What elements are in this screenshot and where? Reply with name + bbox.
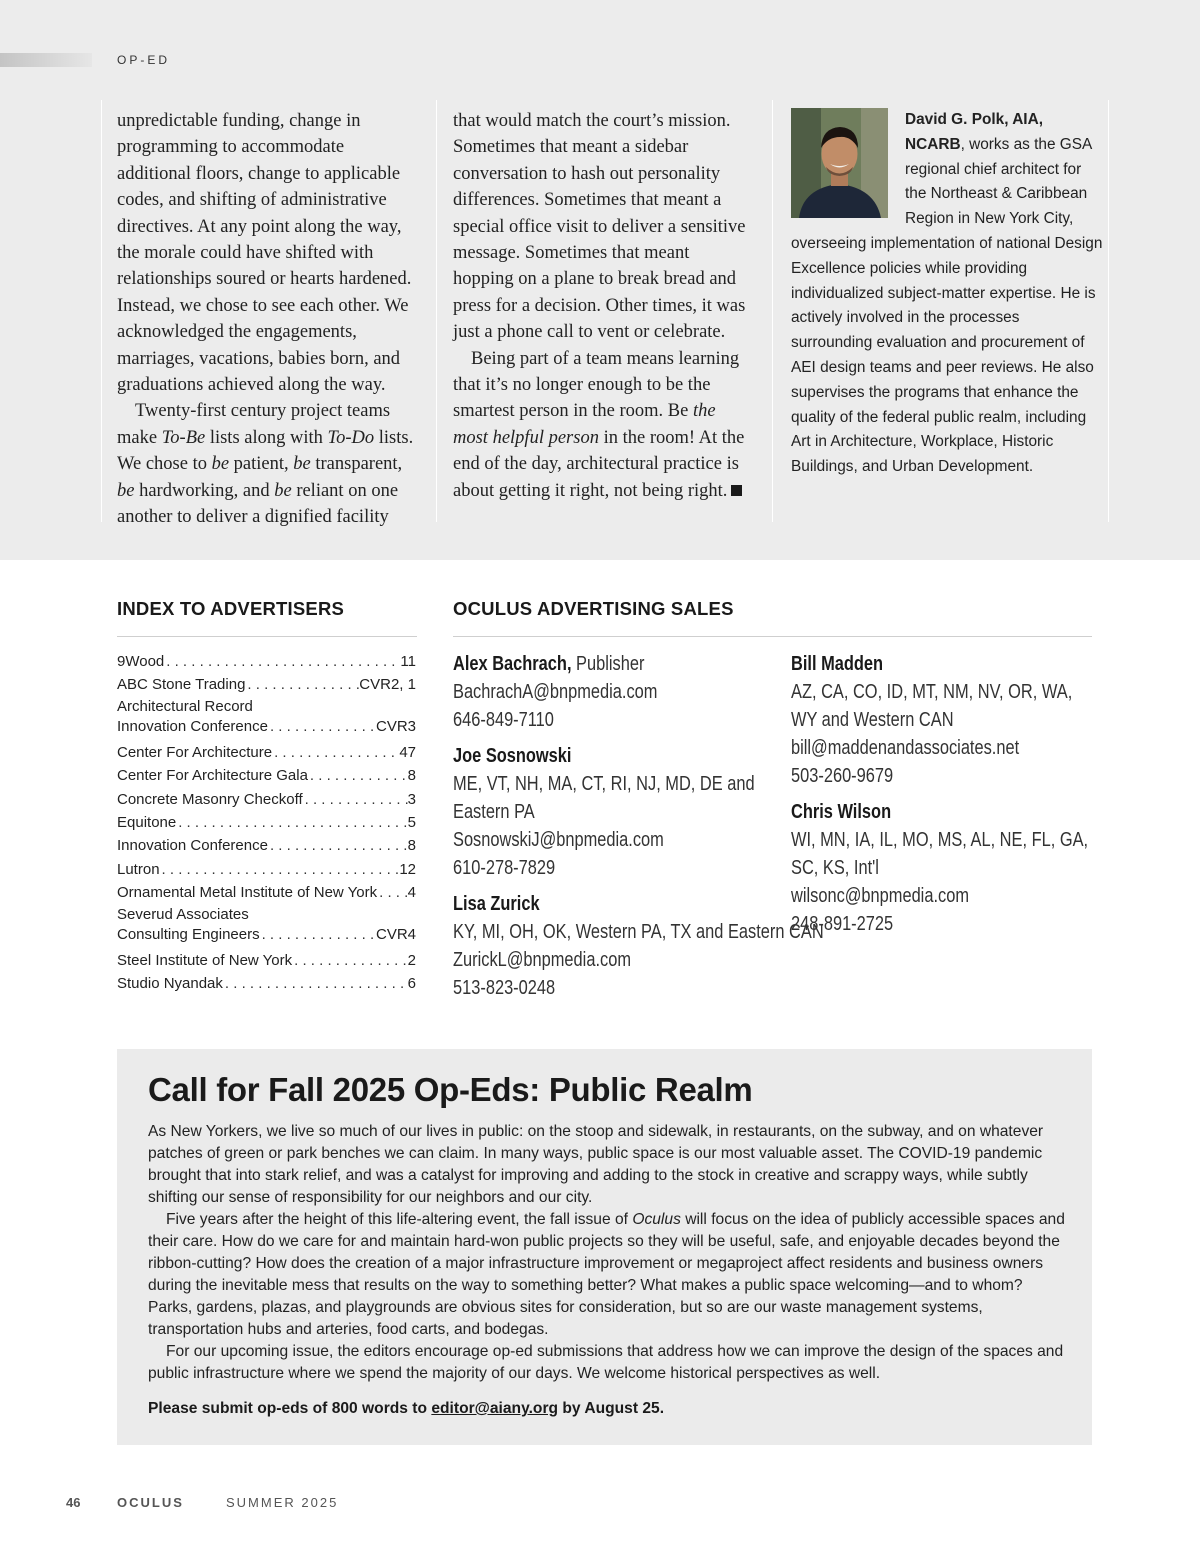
sales-contact: Chris Wilson WI, MN, IA, IL, MO, MS, AL, NE, FL, GA, SC, KS, Int'l wilsonc@bnpmedia.com 248-891-2725 [791, 801, 1089, 935]
sales-column-1 [453, 650, 824, 1010]
list-item: Lutron . . . 12 [117, 858, 416, 881]
email-link[interactable]: SosnowskiJ@bnpmedia.com [453, 829, 664, 851]
oped-column-1 [117, 108, 419, 531]
list-item: Ornamental Metal Institute of New York . . . 4 [117, 881, 416, 904]
list-item: Innovation Conference . . . 8 [117, 834, 416, 857]
author-photo [791, 108, 888, 218]
author-bio [791, 108, 1103, 480]
oped-paragraph: Twenty-first century project teams make To-Be lists along with To-Do lists. We chose to be patient, be transparent, be hardworking, and be reliant on one another to deliver a dignified facility [117, 401, 414, 528]
column-rule [436, 100, 437, 522]
issue-label: SUMMER 2025 [226, 1495, 339, 1510]
sales-column-2 [791, 650, 1091, 946]
section-marker-bar [0, 53, 92, 67]
call-to-action: Please submit op-eds of 800 words to editor@aiany.org by August 25. [148, 1400, 665, 1417]
oped-paragraph: that would match the court’s mission. Sometimes that meant a sidebar conversation to hash out personality differences. Sometimes that meant a special office visit to deliver a sensitive message. Sometimes that meant hopping on a plane to break bread and press for a decision. Other times, it was just a phone call to vent or celebrate. [453, 111, 746, 343]
sales-contact: Lisa Zurick KY, MI, OH, OK, Western PA, TX and Eastern CAN ZurickL@bnpmedia.com 513-823-0248 [453, 893, 824, 999]
call-paragraph: Five years after the height of this life-altering event, the fall issue of Oculus will focus on the idea of publicly accessible spaces and their care. How do we care for and maintain hard-won public projects so they will be useful, safe, and enjoyable decades beyond the ribbon-cutting? How does the creation of a major infrastructure improvement or megaproject affect residents and business owners during the inevitable mess that results on the way to something better? What makes a public space welcoming—and to whom? Parks, gardens, plazas, and playgrounds are obvious sites for consideration, but so are our waste management systems, transportation hubs and arteries, food carts, and bodegas. [148, 1211, 1065, 1338]
column-rule [772, 100, 773, 522]
oped-paragraph: Being part of a team means learning that it’s no longer enough to be the smartest person in the room. Be the most helpful person in the room! At the end of the day, architectural practice is about getting it right, not being right. [453, 348, 745, 501]
author-bio-text: , works as the GSA regional chief architect for the Northeast & Caribbean Region in New York City, overseeing implementation of national Design Excellence policies while providing individualized subject-matter expertise. He is actively involved in the processes surrounding evaluation and procurement of AEI design teams and peer reviews. He also supervises the programs that enhance the quality of the federal public realm, including Art in Architecture, Workplace, Historic Buildings, and Urban Development. [791, 135, 1103, 476]
list-item: Architectural Record Innovation Conference . . . CVR3 [117, 697, 416, 741]
index-heading: INDEX TO ADVERTISERS [117, 598, 345, 619]
heading-rule [117, 636, 417, 637]
call-paragraph: For our upcoming issue, the editors encourage op-ed submissions that address how we can improve the design of the spaces and public infrastructure where we spend the majority of our days. We welcome historical perspectives as well. [148, 1343, 1064, 1382]
list-item: Concrete Masonry Checkoff . . . 3 [117, 788, 416, 811]
advertiser-index [117, 650, 416, 995]
editor-email-link[interactable]: editor@aiany.org [431, 1400, 559, 1417]
email-link[interactable]: BachrachA@bnpmedia.com [453, 681, 658, 703]
section-label: OP-ED [117, 53, 171, 67]
sales-contact: Joe Sosnowski ME, VT, NH, MA, CT, RI, NJ, MD, DE and Eastern PA SosnowskiJ@bnpmedia.com 610-278-7829 [453, 745, 755, 879]
list-item: 9Wood . . . 11 [117, 650, 416, 673]
heading-rule [453, 636, 1092, 637]
list-item: Studio Nyandak . . . 6 [117, 972, 416, 995]
list-item: Center For Architecture Gala . . . 8 [117, 764, 416, 787]
list-item: Steel Institute of New York . . . 2 [117, 949, 416, 972]
page-number: 46 [66, 1495, 81, 1510]
sales-heading: OCULUS ADVERTISING SALES [453, 598, 734, 619]
column-rule [1108, 100, 1109, 522]
email-link[interactable]: wilsonc@bnpmedia.com [791, 885, 969, 907]
email-link[interactable]: ZurickL@bnpmedia.com [453, 949, 631, 971]
column-rule [101, 100, 102, 522]
sales-contact: Bill Madden AZ, CA, CO, ID, MT, NM, NV, OR, WA, WY and Western CAN bill@maddenandassociates.net 503-260-9679 [791, 653, 1073, 787]
oped-column-2 [453, 108, 747, 504]
call-paragraph: As New Yorkers, we live so much of our lives in public: on the stoop and sidewalk, in restaurants, on the subway, and on whatever patches of green or park benches we can claim. In many ways, public space is our most valuable asset. The COVID-19 pandemic brought that into stark relief, and was a catalyst for improving and adding to the stock in creative and scrappy ways, while subtly shifting our sense of responsibility for our neighbors and our city. [148, 1123, 1044, 1206]
list-item: Center For Architecture . . . 47 [117, 741, 416, 764]
end-mark-icon [731, 485, 742, 496]
call-title: Call for Fall 2025 Op-Eds: Public Realm [148, 1071, 753, 1108]
call-body [148, 1121, 1070, 1385]
call-for-opeds-box [117, 1049, 1092, 1445]
list-item: ABC Stone Trading . . . CVR2, 1 [117, 673, 416, 696]
list-item: Equitone . . . 5 [117, 811, 416, 834]
publication-name: OCULUS [117, 1495, 184, 1510]
oped-paragraph: unpredictable funding, change in programming to accommodate additional floors, change to applicable codes, and shifting of administrative directives. At any point along the way, the morale could have shifted with relationships soured or hearts hardened. Instead, we chose to see each other. We acknowledged the engagements, marriages, vacations, babies born, and graduations achieved along the way. [117, 111, 412, 396]
email-link[interactable]: bill@maddenandassociates.net [791, 737, 1020, 759]
author-name: David G. Polk, AIA, NCARB [905, 111, 1043, 153]
list-item: Severud Associates Consulting Engineers . . . CVR4 [117, 905, 416, 949]
sales-contact: Alex Bachrach, Publisher BachrachA@bnpmedia.com 646-849-7110 [453, 653, 658, 731]
